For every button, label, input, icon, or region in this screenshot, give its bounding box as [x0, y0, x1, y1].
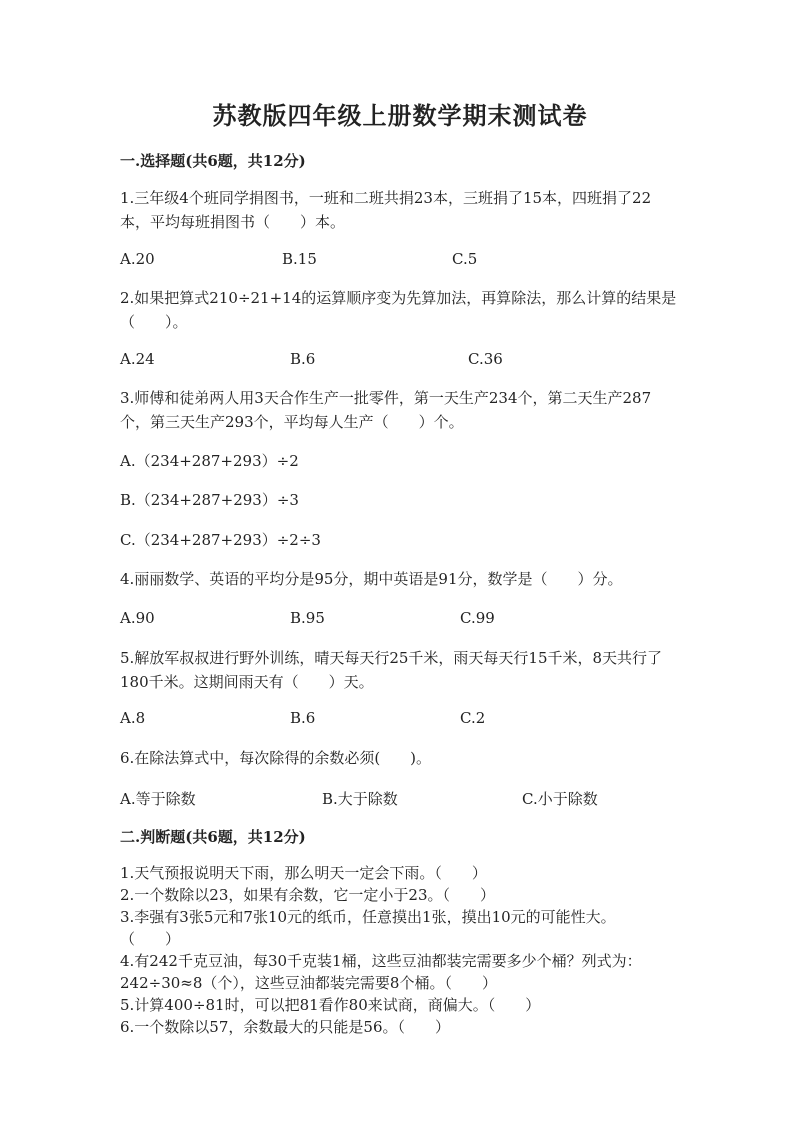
option-a: A.90	[120, 609, 155, 627]
judge-item-2: 2.一个数除以23，如果有余数，它一定小于23。（ ）	[120, 886, 495, 904]
option-3a-row	[120, 450, 680, 472]
option-b: B.15	[282, 250, 317, 268]
section-heading-choice: 一.选择题(共6题，共12分)	[120, 152, 306, 170]
judge-item-4: 4.有242千克豆油，每30千克装1桶，这些豆油都装完需要多少个桶？列式为：242÷30≈8（个），这些豆油都装完需要8个桶。（ ）	[120, 952, 642, 992]
option-a: A.8	[120, 709, 146, 727]
question-6: 6.在除法算式中，每次除得的余数必须( )。	[120, 749, 432, 767]
judge-item-3: 3.李强有3张5元和7张10元的纸币，任意摸出1张，摸出10元的可能性大。 （ ）	[120, 908, 639, 948]
options-4	[120, 609, 680, 631]
options-2	[120, 350, 680, 372]
judge-item-6: 6.一个数除以57，余数最大的只能是56。（ ）	[120, 1018, 450, 1036]
question-4: 4.丽丽数学、英语的平均分是95分，期中英语是91分，数学是（ ）分。	[120, 570, 623, 588]
question-2: 2.如果把算式210÷21+14的运算顺序变为先算加法，再算除法，那么计算的结果是（ ）。	[120, 289, 677, 331]
option-b: B.（234+287+293）÷3	[120, 491, 299, 509]
option-c: C.（234+287+293）÷2÷3	[120, 531, 321, 549]
option-a: A.等于除数	[120, 790, 196, 808]
option-a: A.20	[120, 250, 155, 268]
option-c: C.99	[460, 609, 495, 627]
options-1	[120, 250, 680, 272]
option-3c-row	[120, 529, 680, 551]
option-3b-row	[120, 489, 680, 511]
option-b: B.6	[290, 350, 316, 368]
option-b: B.6	[290, 709, 316, 727]
question-5: 5.解放军叔叔进行野外训练，晴天每天行25千米，雨天每天行15千米，8天共行了180千米。这期间雨天有（ ）天。	[120, 649, 663, 691]
judge-item-5: 5.计算400÷81时，可以把81看作80来试商，商偏大。（ ）	[120, 996, 541, 1014]
option-b: B.95	[290, 609, 325, 627]
options-5	[120, 709, 680, 731]
option-a: A.（234+287+293）÷2	[120, 452, 299, 470]
option-b: B.大于除数	[322, 790, 398, 808]
option-c: C.36	[468, 350, 503, 368]
option-c: C.2	[460, 709, 486, 727]
section-heading-judge: 二.判断题(共6题，共12分)	[120, 828, 306, 846]
page-title: 苏教版四年级上册数学期末测试卷	[212, 101, 588, 130]
question-1: 1.三年级4个班同学捐图书，一班和二班共捐23本，三班捐了15本，四班捐了22本，平均每班捐图书（ ）本。	[120, 189, 652, 231]
judge-item-1: 1.天气预报说明天下雨，那么明天一定会下雨。（ ）	[120, 864, 487, 882]
options-6	[120, 788, 680, 810]
option-a: A.24	[120, 350, 155, 368]
option-c: C.5	[452, 250, 478, 268]
option-c: C.小于除数	[522, 790, 598, 808]
question-3: 3.师傅和徒弟两人用3天合作生产一批零件，第一天生产234个，第二天生产287个，第三天生产293个，平均每人生产（ ）个。	[120, 389, 652, 431]
